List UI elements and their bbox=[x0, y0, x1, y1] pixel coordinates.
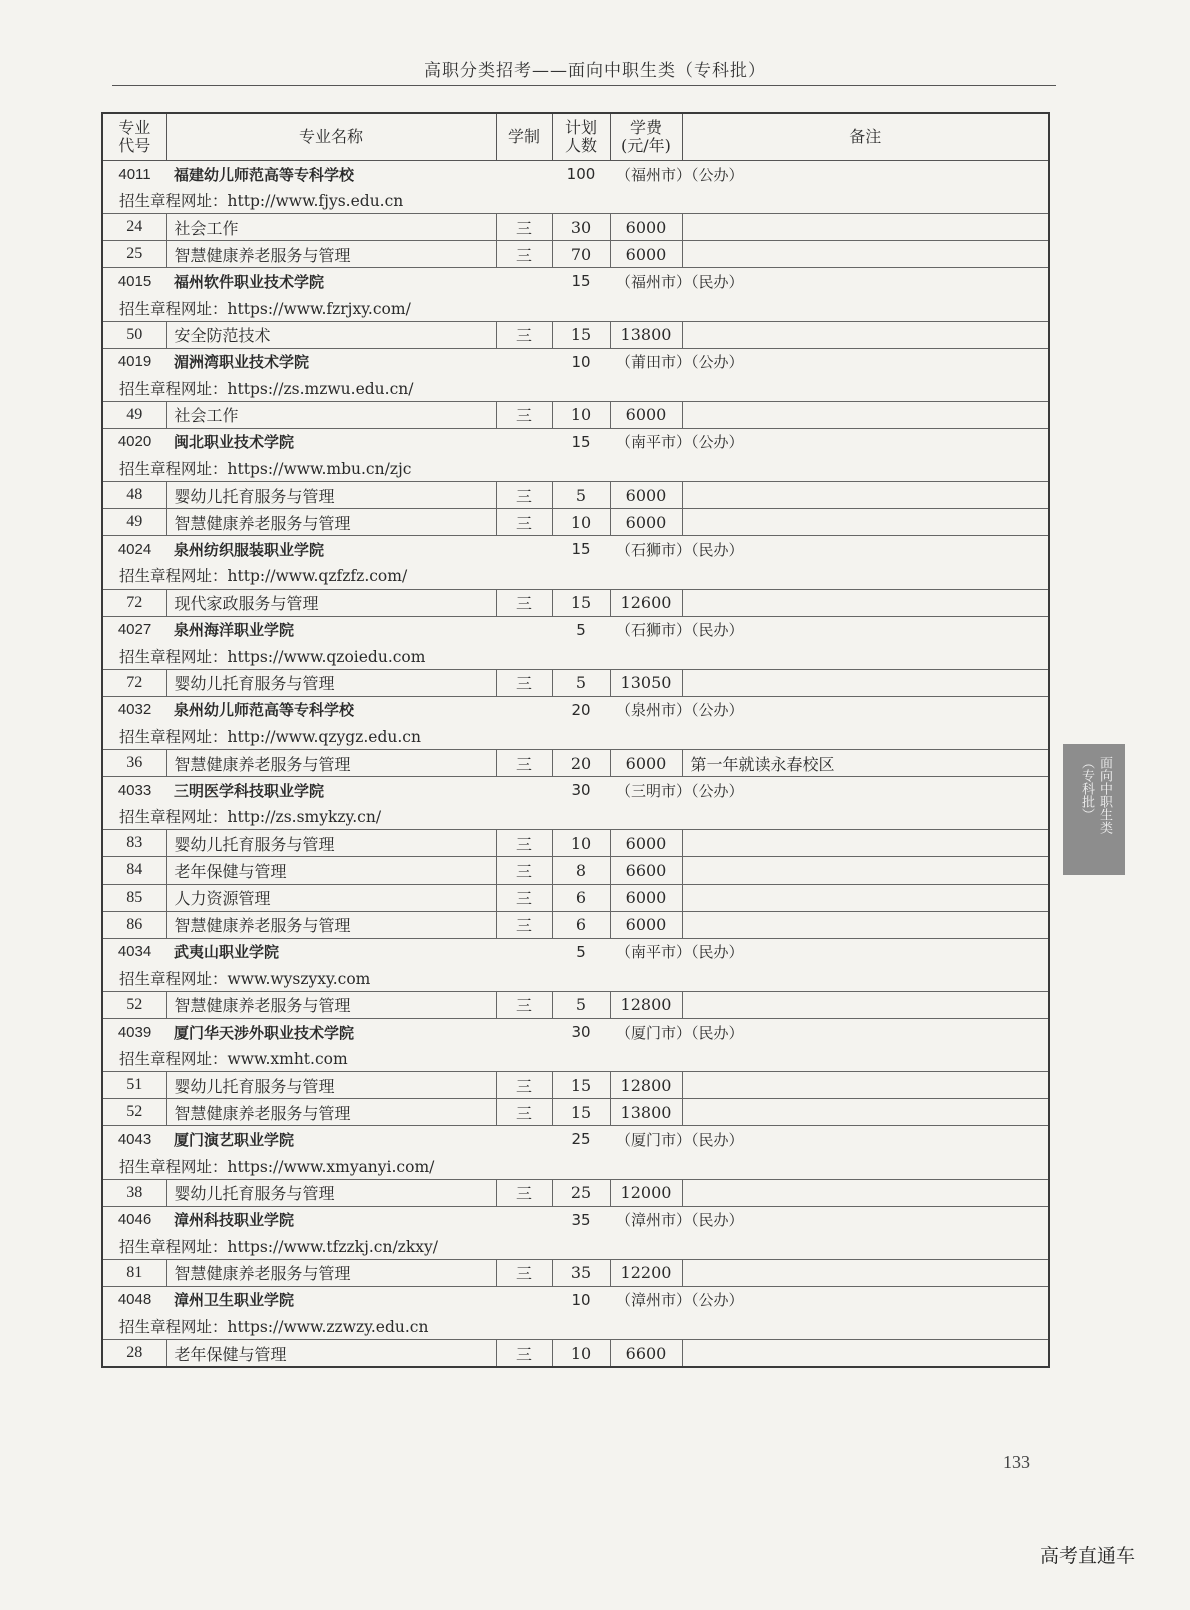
header-rule bbox=[112, 85, 1056, 86]
school-site-row bbox=[102, 965, 1049, 992]
major-note bbox=[682, 482, 1049, 509]
major-note bbox=[682, 401, 1049, 428]
school-code: 4032 bbox=[102, 696, 166, 723]
major-code: 84 bbox=[102, 857, 166, 884]
major-plan: 15 bbox=[552, 1099, 610, 1126]
major-duration: 三 bbox=[496, 1179, 552, 1206]
school-site-url: 招生章程网址：www.xmht.com bbox=[119, 1050, 348, 1069]
major-duration: 三 bbox=[496, 482, 552, 509]
major-note: 第一年就读永春校区 bbox=[682, 750, 1049, 777]
major-duration: 三 bbox=[496, 669, 552, 696]
major-note bbox=[682, 1099, 1049, 1126]
school-location: （石狮市）（民办） bbox=[610, 616, 1049, 643]
major-code: 85 bbox=[102, 884, 166, 911]
table-row bbox=[102, 1179, 1049, 1206]
school-plan: 10 bbox=[552, 1286, 610, 1313]
major-fee: 6000 bbox=[610, 241, 682, 268]
school-site-url: 招生章程网址：https://www.zzwzy.edu.cn bbox=[119, 1318, 429, 1337]
major-duration: 三 bbox=[496, 830, 552, 857]
school-row bbox=[102, 428, 1049, 455]
school-location: （漳州市）（公办） bbox=[610, 1286, 1049, 1313]
school-row bbox=[102, 268, 1049, 295]
school-site-url: 招生章程网址：http://zs.smykzy.cn/ bbox=[119, 808, 382, 827]
major-note bbox=[682, 830, 1049, 857]
major-duration: 三 bbox=[496, 1099, 552, 1126]
major-name: 婴幼儿托育服务与管理 bbox=[166, 482, 496, 509]
section-side-tab bbox=[1063, 744, 1125, 875]
major-plan: 15 bbox=[552, 321, 610, 348]
school-row bbox=[102, 1206, 1049, 1233]
school-name: 厦门华天涉外职业技术学院 bbox=[166, 1019, 552, 1046]
page-number: 133 bbox=[1003, 1452, 1030, 1472]
major-note bbox=[682, 857, 1049, 884]
major-plan: 10 bbox=[552, 401, 610, 428]
major-duration: 三 bbox=[496, 214, 552, 241]
school-code: 4046 bbox=[102, 1206, 166, 1233]
table-row bbox=[102, 669, 1049, 696]
major-fee: 12800 bbox=[610, 1072, 682, 1099]
school-name: 漳州科技职业学院 bbox=[166, 1206, 552, 1233]
major-note bbox=[682, 1259, 1049, 1286]
school-site-url: 招生章程网址：https://www.xmyanyi.com/ bbox=[119, 1157, 435, 1176]
major-fee: 13050 bbox=[610, 669, 682, 696]
major-name: 社会工作 bbox=[166, 401, 496, 428]
school-site-row bbox=[102, 803, 1049, 830]
major-code: 36 bbox=[102, 750, 166, 777]
header-plan-line2: 人数 bbox=[564, 136, 597, 155]
school-location: （漳州市）（民办） bbox=[610, 1206, 1049, 1233]
major-duration: 三 bbox=[496, 911, 552, 938]
major-plan: 70 bbox=[552, 241, 610, 268]
header-fee-line1: 学费 bbox=[629, 118, 662, 137]
major-plan: 25 bbox=[552, 1179, 610, 1206]
table-row bbox=[102, 857, 1049, 884]
enrollment-table bbox=[101, 112, 1050, 1368]
table-row bbox=[102, 750, 1049, 777]
major-name: 智慧健康养老服务与管理 bbox=[166, 1259, 496, 1286]
major-name: 智慧健康养老服务与管理 bbox=[166, 509, 496, 536]
major-note bbox=[682, 911, 1049, 938]
school-row bbox=[102, 696, 1049, 723]
major-plan: 15 bbox=[552, 589, 610, 616]
school-row bbox=[102, 536, 1049, 563]
school-location: （厦门市）（民办） bbox=[610, 1019, 1049, 1046]
major-code: 49 bbox=[102, 401, 166, 428]
school-plan: 25 bbox=[552, 1126, 610, 1153]
major-plan: 20 bbox=[552, 750, 610, 777]
school-row bbox=[102, 348, 1049, 375]
school-code: 4039 bbox=[102, 1019, 166, 1046]
major-duration: 三 bbox=[496, 857, 552, 884]
header-major-code bbox=[102, 113, 166, 161]
school-name: 武夷山职业学院 bbox=[166, 938, 552, 965]
side-tab-line2: （专科批） bbox=[1079, 756, 1094, 821]
major-code: 28 bbox=[102, 1340, 166, 1368]
major-name: 社会工作 bbox=[166, 214, 496, 241]
header-duration: 学制 bbox=[496, 113, 552, 161]
table-row bbox=[102, 830, 1049, 857]
school-row bbox=[102, 1019, 1049, 1046]
major-name: 智慧健康养老服务与管理 bbox=[166, 911, 496, 938]
major-code: 25 bbox=[102, 241, 166, 268]
major-name: 婴幼儿托育服务与管理 bbox=[166, 1072, 496, 1099]
major-plan: 15 bbox=[552, 1072, 610, 1099]
school-site-row bbox=[102, 723, 1049, 750]
major-code: 51 bbox=[102, 1072, 166, 1099]
major-code: 72 bbox=[102, 669, 166, 696]
major-name: 现代家政服务与管理 bbox=[166, 589, 496, 616]
school-site-row bbox=[102, 562, 1049, 589]
major-note bbox=[682, 1340, 1049, 1368]
table-row bbox=[102, 509, 1049, 536]
major-fee: 13800 bbox=[610, 1099, 682, 1126]
header-note: 备注 bbox=[682, 113, 1049, 161]
school-site-url: 招生章程网址：https://www.mbu.cn/zjc bbox=[119, 460, 412, 479]
header-plan bbox=[552, 113, 610, 161]
major-code: 81 bbox=[102, 1259, 166, 1286]
major-fee: 6000 bbox=[610, 401, 682, 428]
major-fee: 6000 bbox=[610, 830, 682, 857]
major-duration: 三 bbox=[496, 589, 552, 616]
school-plan: 30 bbox=[552, 777, 610, 804]
major-code: 48 bbox=[102, 482, 166, 509]
major-duration: 三 bbox=[496, 1340, 552, 1368]
major-code: 52 bbox=[102, 1099, 166, 1126]
school-location: （福州市）（民办） bbox=[610, 268, 1049, 295]
table-row bbox=[102, 482, 1049, 509]
major-code: 50 bbox=[102, 321, 166, 348]
major-duration: 三 bbox=[496, 401, 552, 428]
major-plan: 10 bbox=[552, 830, 610, 857]
major-note bbox=[682, 321, 1049, 348]
major-name: 智慧健康养老服务与管理 bbox=[166, 750, 496, 777]
major-fee: 12000 bbox=[610, 1179, 682, 1206]
school-row bbox=[102, 616, 1049, 643]
school-site-row bbox=[102, 294, 1049, 321]
major-code: 52 bbox=[102, 991, 166, 1018]
school-name: 闽北职业技术学院 bbox=[166, 428, 552, 455]
major-fee: 6000 bbox=[610, 884, 682, 911]
enrollment-table-container bbox=[101, 112, 1048, 1368]
school-code: 4011 bbox=[102, 161, 166, 188]
major-fee: 6000 bbox=[610, 214, 682, 241]
table-row bbox=[102, 401, 1049, 428]
school-name: 泉州幼儿师范高等专科学校 bbox=[166, 696, 552, 723]
major-note bbox=[682, 991, 1049, 1018]
school-code: 4024 bbox=[102, 536, 166, 563]
school-plan: 35 bbox=[552, 1206, 610, 1233]
school-row bbox=[102, 777, 1049, 804]
major-name: 婴幼儿托育服务与管理 bbox=[166, 669, 496, 696]
school-code: 4043 bbox=[102, 1126, 166, 1153]
school-site-url: 招生章程网址：www.wyszyxy.com bbox=[119, 969, 371, 988]
school-code: 4015 bbox=[102, 268, 166, 295]
major-name: 老年保健与管理 bbox=[166, 1340, 496, 1368]
major-name: 安全防范技术 bbox=[166, 321, 496, 348]
school-plan: 15 bbox=[552, 536, 610, 563]
school-code: 4034 bbox=[102, 938, 166, 965]
major-name: 智慧健康养老服务与管理 bbox=[166, 1099, 496, 1126]
major-plan: 5 bbox=[552, 482, 610, 509]
school-plan: 5 bbox=[552, 616, 610, 643]
school-plan: 15 bbox=[552, 268, 610, 295]
major-note bbox=[682, 1179, 1049, 1206]
school-site-row bbox=[102, 1152, 1049, 1179]
major-code: 49 bbox=[102, 509, 166, 536]
school-site-url: 招生章程网址：http://www.qzfzfz.com/ bbox=[119, 567, 408, 586]
table-row bbox=[102, 991, 1049, 1018]
school-name: 三明医学科技职业学院 bbox=[166, 777, 552, 804]
school-row bbox=[102, 938, 1049, 965]
school-code: 4027 bbox=[102, 616, 166, 643]
major-note bbox=[682, 1072, 1049, 1099]
major-fee: 6600 bbox=[610, 857, 682, 884]
table-header-row bbox=[102, 113, 1049, 161]
side-tab-line1: 面向中职生类 bbox=[1097, 756, 1112, 834]
school-name: 湄洲湾职业技术学院 bbox=[166, 348, 552, 375]
major-code: 72 bbox=[102, 589, 166, 616]
table-row bbox=[102, 321, 1049, 348]
table-row bbox=[102, 241, 1049, 268]
school-site-row bbox=[102, 1045, 1049, 1072]
header-fee-line2: (元/年) bbox=[621, 136, 671, 155]
school-plan: 30 bbox=[552, 1019, 610, 1046]
page-header-title: 高职分类招考——面向中职生类（专科批） bbox=[424, 61, 766, 81]
school-name: 泉州海洋职业学院 bbox=[166, 616, 552, 643]
major-plan: 5 bbox=[552, 669, 610, 696]
major-fee: 6000 bbox=[610, 509, 682, 536]
major-duration: 三 bbox=[496, 991, 552, 1018]
table-row bbox=[102, 1259, 1049, 1286]
school-code: 4033 bbox=[102, 777, 166, 804]
school-site-url: 招生章程网址：http://www.qzygz.edu.cn bbox=[119, 728, 421, 747]
major-code: 38 bbox=[102, 1179, 166, 1206]
major-plan: 35 bbox=[552, 1259, 610, 1286]
major-duration: 三 bbox=[496, 750, 552, 777]
school-location: （石狮市）（民办） bbox=[610, 536, 1049, 563]
major-name: 老年保健与管理 bbox=[166, 857, 496, 884]
school-site-row bbox=[102, 643, 1049, 670]
school-plan: 5 bbox=[552, 938, 610, 965]
major-name: 婴幼儿托育服务与管理 bbox=[166, 830, 496, 857]
school-location: （南平市）（公办） bbox=[610, 428, 1049, 455]
school-row bbox=[102, 1286, 1049, 1313]
school-site-row bbox=[102, 187, 1049, 214]
school-location: （南平市）（民办） bbox=[610, 938, 1049, 965]
school-site-row bbox=[102, 375, 1049, 402]
school-code: 4020 bbox=[102, 428, 166, 455]
major-duration: 三 bbox=[496, 884, 552, 911]
school-location: （厦门市）（民办） bbox=[610, 1126, 1049, 1153]
header-major-code-line2: 代号 bbox=[118, 136, 151, 155]
school-location: （莆田市）（公办） bbox=[610, 348, 1049, 375]
table-row bbox=[102, 214, 1049, 241]
header-major-name: 专业名称 bbox=[166, 113, 496, 161]
major-note bbox=[682, 214, 1049, 241]
major-name: 婴幼儿托育服务与管理 bbox=[166, 1179, 496, 1206]
school-location: （三明市）（公办） bbox=[610, 777, 1049, 804]
school-site-row bbox=[102, 1233, 1049, 1260]
school-site-url: 招生章程网址：http://www.fjys.edu.cn bbox=[119, 192, 404, 211]
major-plan: 6 bbox=[552, 911, 610, 938]
school-name: 福州软件职业技术学院 bbox=[166, 268, 552, 295]
school-plan: 15 bbox=[552, 428, 610, 455]
major-code: 86 bbox=[102, 911, 166, 938]
major-name: 人力资源管理 bbox=[166, 884, 496, 911]
major-duration: 三 bbox=[496, 509, 552, 536]
header-fee bbox=[610, 113, 682, 161]
major-note bbox=[682, 669, 1049, 696]
school-code: 4048 bbox=[102, 1286, 166, 1313]
major-note bbox=[682, 509, 1049, 536]
major-note bbox=[682, 241, 1049, 268]
major-duration: 三 bbox=[496, 241, 552, 268]
school-name: 泉州纺织服装职业学院 bbox=[166, 536, 552, 563]
school-plan: 20 bbox=[552, 696, 610, 723]
table-row bbox=[102, 1072, 1049, 1099]
major-note bbox=[682, 589, 1049, 616]
major-fee: 13800 bbox=[610, 321, 682, 348]
school-row bbox=[102, 161, 1049, 188]
major-plan: 5 bbox=[552, 991, 610, 1018]
major-plan: 10 bbox=[552, 509, 610, 536]
major-plan: 6 bbox=[552, 884, 610, 911]
school-plan: 100 bbox=[552, 161, 610, 188]
school-plan: 10 bbox=[552, 348, 610, 375]
school-site-url: 招生章程网址：https://zs.mzwu.edu.cn/ bbox=[119, 379, 414, 398]
major-duration: 三 bbox=[496, 321, 552, 348]
school-site-url: 招生章程网址：https://www.fzrjxy.com/ bbox=[119, 299, 411, 318]
table-row bbox=[102, 589, 1049, 616]
major-code: 24 bbox=[102, 214, 166, 241]
school-row bbox=[102, 1126, 1049, 1153]
school-name: 福建幼儿师范高等专科学校 bbox=[166, 161, 552, 188]
table-row bbox=[102, 1340, 1049, 1368]
table-row bbox=[102, 884, 1049, 911]
school-name: 漳州卫生职业学院 bbox=[166, 1286, 552, 1313]
table-row bbox=[102, 1099, 1049, 1126]
major-plan: 10 bbox=[552, 1340, 610, 1368]
major-duration: 三 bbox=[496, 1259, 552, 1286]
major-plan: 8 bbox=[552, 857, 610, 884]
header-major-code-line1: 专业 bbox=[118, 118, 151, 137]
major-fee: 6000 bbox=[610, 911, 682, 938]
school-site-url: 招生章程网址：https://www.qzoiedu.com bbox=[119, 647, 426, 666]
school-site-row bbox=[102, 455, 1049, 482]
major-name: 智慧健康养老服务与管理 bbox=[166, 991, 496, 1018]
major-fee: 12600 bbox=[610, 589, 682, 616]
school-location: （福州市）（公办） bbox=[610, 161, 1049, 188]
school-name: 厦门演艺职业学院 bbox=[166, 1126, 552, 1153]
table-row bbox=[102, 911, 1049, 938]
major-name: 智慧健康养老服务与管理 bbox=[166, 241, 496, 268]
header-plan-line1: 计划 bbox=[564, 118, 597, 137]
major-plan: 30 bbox=[552, 214, 610, 241]
major-fee: 12800 bbox=[610, 991, 682, 1018]
table-body bbox=[102, 161, 1049, 1368]
school-site-row bbox=[102, 1313, 1049, 1340]
major-fee: 6000 bbox=[610, 750, 682, 777]
school-location: （泉州市）（公办） bbox=[610, 696, 1049, 723]
school-code: 4019 bbox=[102, 348, 166, 375]
major-duration: 三 bbox=[496, 1072, 552, 1099]
school-site-url: 招生章程网址：https://www.tfzzkj.cn/zkxy/ bbox=[119, 1237, 438, 1256]
major-note bbox=[682, 884, 1049, 911]
major-fee: 6000 bbox=[610, 482, 682, 509]
major-fee: 6600 bbox=[610, 1340, 682, 1368]
major-code: 83 bbox=[102, 830, 166, 857]
major-fee: 12200 bbox=[610, 1259, 682, 1286]
watermark-text: 高考直通车 bbox=[1040, 1545, 1136, 1567]
